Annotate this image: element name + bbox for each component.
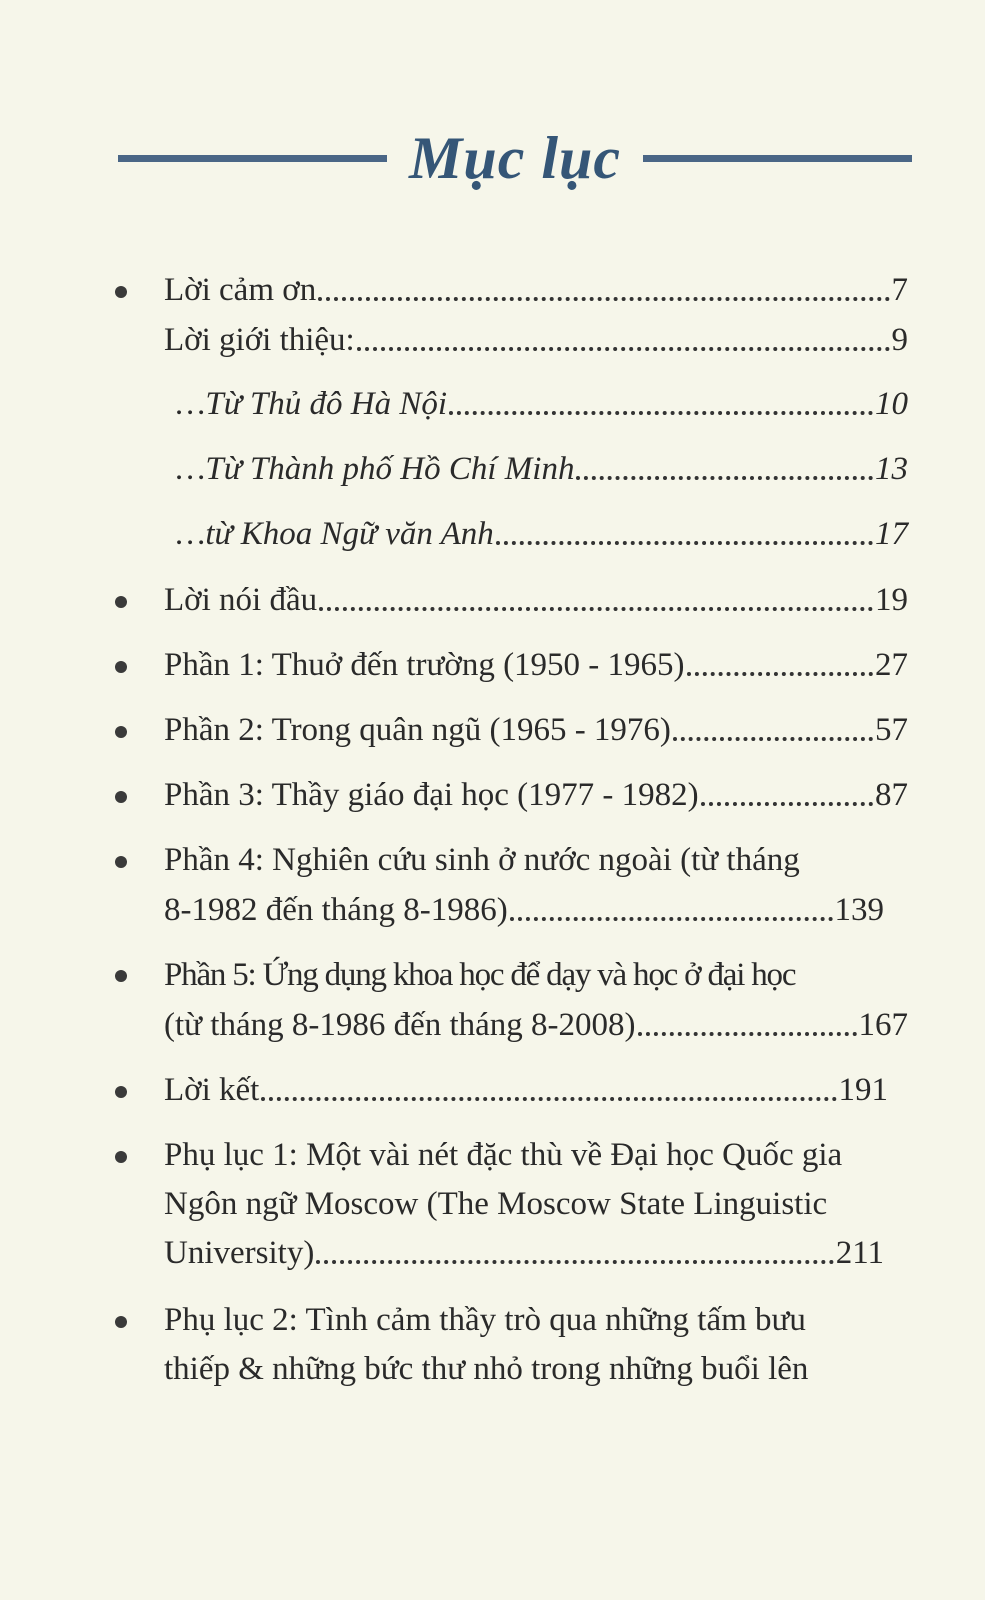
bullet-icon [115,856,127,868]
entry-title: Lời cảm ơn [164,272,317,308]
toc-entry[interactable] [164,710,908,750]
dot-leader [687,672,873,676]
toc-entry-line[interactable]: Phụ lục 2: Tình cảm thầy trò qua những tấm bưu [164,1302,806,1338]
entry-page: 17 [875,516,908,552]
entry-page: 211 [835,1235,884,1271]
toc-entry-line[interactable]: Phần 5: Ứng dụng khoa học để dạy và học ở đại học [164,957,796,993]
toc-entry[interactable] [164,1005,908,1045]
toc-entry[interactable] [164,645,908,685]
entry-title: …từ Khoa Ngữ văn Anh [176,516,494,552]
entry-title: (từ tháng 8-1986 đến tháng 8-2008) [164,1007,636,1043]
entry-title: Phần 2: Trong quân ngũ (1965 - 1976) [164,712,671,748]
bullet-icon [115,286,127,298]
entry-title: Lời giới thiệu: [164,322,355,358]
dot-leader [319,607,873,611]
bullet-icon [115,661,127,673]
entry-title: Phần 3: Thầy giáo đại học (1977 - 1982) [164,777,699,813]
entry-title: …Từ Thành phố Hồ Chí Minh [176,451,575,487]
bullet-icon [115,1316,127,1328]
dot-leader [701,802,873,806]
dot-leader [261,1097,836,1101]
toc-entry[interactable] [164,580,908,620]
bullet-icon [115,791,127,803]
entry-page: 139 [834,892,884,928]
entry-page: 7 [891,272,908,308]
dot-leader [576,476,873,480]
dot-leader [318,297,889,301]
bullet-icon [115,970,127,982]
entry-title: Phần 1: Thuở đến trường (1950 - 1965) [164,647,685,683]
page-title: Mục lục [408,125,622,191]
bullet-icon [115,1086,127,1098]
dot-leader [357,347,890,351]
toc-subentry[interactable] [176,449,908,489]
entry-page: 13 [875,451,908,487]
entry-title: 8-1982 đến tháng 8-1986) [164,892,508,928]
dot-leader [638,1032,857,1036]
dot-leader [449,411,873,415]
toc-entry[interactable] [164,890,884,930]
toc-entry-line[interactable]: Phần 4: Nghiên cứu sinh ở nước ngoài (từ tháng [164,842,800,878]
entry-page: 167 [858,1007,908,1043]
toc-entry[interactable] [164,320,908,360]
toc-entry[interactable] [164,1070,888,1110]
entry-page: 9 [891,322,908,358]
entry-page: 10 [875,386,908,422]
toc-entry[interactable] [164,270,908,310]
entry-page: 19 [875,582,908,618]
entry-page: 191 [838,1072,888,1108]
entry-title: Lời nói đầu [164,582,318,618]
toc-subentry[interactable] [176,384,908,424]
entry-title: Lời kết [164,1072,260,1108]
entry-title: …Từ Thủ đô Hà Nội [176,386,448,422]
entry-page: 27 [875,647,908,683]
dot-leader [510,917,833,921]
bullet-icon [115,726,127,738]
bullet-icon [115,1151,127,1163]
entry-page: 57 [875,712,908,748]
toc-entry-line[interactable]: Ngôn ngữ Moscow (The Moscow State Linguistic [164,1186,828,1222]
toc-subentry[interactable] [176,514,908,554]
toc-entry[interactable] [164,1233,884,1273]
bullet-icon [115,596,127,608]
entry-title: University) [164,1235,315,1271]
toc-entry[interactable] [164,775,908,815]
dot-leader [316,1260,833,1264]
toc-entry-line[interactable]: thiếp & những bức thư nhỏ trong những buổi lên [164,1351,809,1387]
dot-leader [673,737,873,741]
toc-entry-line[interactable]: Phụ lục 1: Một vài nét đặc thù về Đại học Quốc gia [164,1137,843,1173]
entry-page: 87 [875,777,908,813]
dot-leader [496,541,873,545]
